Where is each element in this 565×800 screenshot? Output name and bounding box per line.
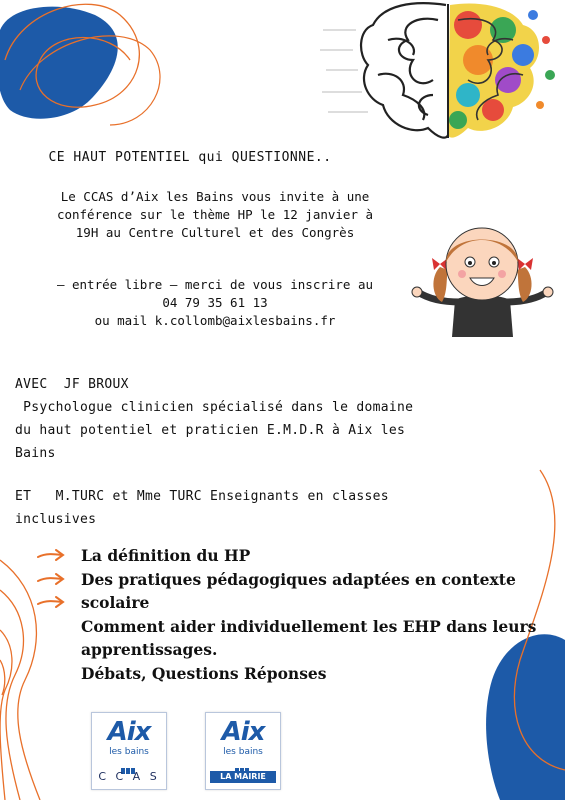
top-left-blob <box>0 7 118 119</box>
mairie-logo-label: LA MAIRIE <box>210 771 276 783</box>
topic-item: Débats, Questions Réponses <box>81 663 327 683</box>
teachers-line-2: inclusives <box>15 512 97 527</box>
invite-line-2: conférence sur le thème HP le 12 janvier à <box>56 207 374 222</box>
topic-item: apprentissages. <box>81 640 218 659</box>
ccas-logo-sub: les bains <box>109 747 149 757</box>
teachers-section <box>15 485 535 531</box>
invite-line-1: Le CCAS d’Aix les Bains vous invite à une <box>60 189 370 204</box>
ccas-logo-brand: Aix <box>107 717 151 747</box>
registration-line-1: – entrée libre – merci de vous inscrire au <box>56 277 374 292</box>
contact-email[interactable]: ou mail k.collomb@aixlesbains.fr <box>94 313 336 328</box>
ccas-logo-label: C C A S <box>98 770 160 783</box>
teachers-line-1: ET M.TURC et Mme TURC Enseignants en classes <box>15 489 389 504</box>
mairie-logo-brand: Aix <box>221 717 265 747</box>
arrow-icon <box>36 595 66 609</box>
brain-illustration <box>318 0 565 160</box>
speaker-description-3: Bains <box>15 446 56 461</box>
speaker-intro: AVEC JF BROUX <box>15 377 129 392</box>
ccas-logo <box>91 712 167 790</box>
girl-illustration <box>410 222 555 337</box>
logo-bars-icon <box>121 759 137 765</box>
topics-list <box>81 544 556 685</box>
page-title: CE HAUT POTENTIEL qui QUESTIONNE.. <box>48 150 332 165</box>
speaker-description-1: Psychologue clinicien spécialisé dans le domaine <box>15 400 414 415</box>
phone-number: 04 79 35 61 13 <box>162 295 268 310</box>
mairie-logo-sub: les bains <box>223 747 263 757</box>
topic-item: Des pratiques pédagogiques adaptées en contexte scolaire <box>81 569 516 612</box>
invite-line-3: 19H au Centre Culturel et des Congrès <box>75 225 355 240</box>
invite-text <box>30 188 400 242</box>
arrow-icon <box>36 572 66 586</box>
speakers-section <box>15 373 535 465</box>
logo-bars-icon <box>235 759 251 765</box>
bottom-left-contours <box>0 560 40 800</box>
topic-item: La définition du HP <box>81 546 251 565</box>
mairie-logo <box>205 712 281 790</box>
arrow-icon <box>36 548 66 562</box>
speaker-description-2: du haut potentiel et praticien E.M.D.R à Aix les <box>15 423 406 438</box>
topic-item: Comment aider individuellement les EHP dans leurs <box>81 616 537 636</box>
registration-text <box>30 276 400 330</box>
